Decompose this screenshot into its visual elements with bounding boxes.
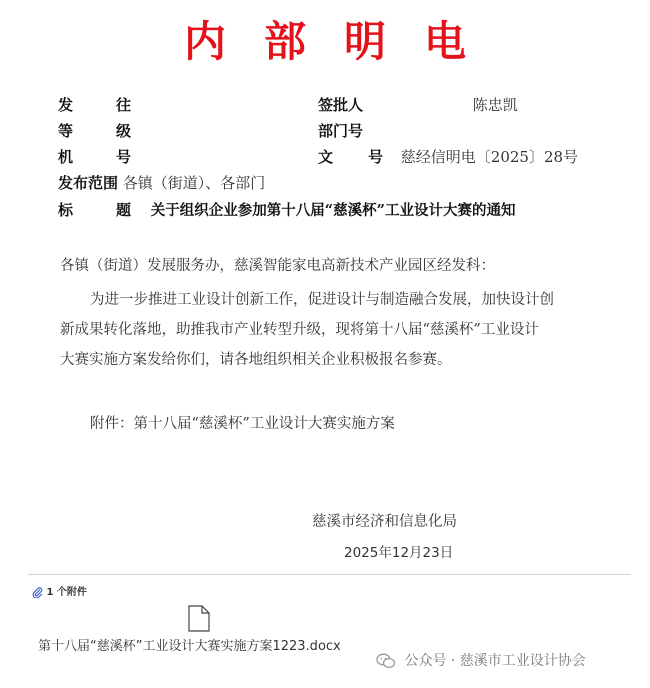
meta-wenhao (318, 144, 578, 170)
footer-text: 公众号 · 慈溪市工业设计协会 (404, 653, 586, 669)
paragraph-line-3: 大赛实施方案发给你们，请各地组织相关企业积极报名参赛。 (60, 352, 452, 368)
meta-ji-hao (58, 144, 145, 170)
paragraph-line-2: 新成果转化落地，助推我市产业转型升级，现将第十八届“慈溪杯”工业设计 (60, 322, 539, 338)
fanwei-value: 各镇（街道）、各部门 (122, 174, 266, 192)
document-file-icon[interactable] (188, 605, 210, 636)
paperclip-icon (32, 587, 46, 598)
attachment-line: 附件：第十八届“慈溪杯”工业设计大赛实施方案 (90, 416, 395, 432)
attachment-file-link[interactable]: 第十八届“慈溪杯”工业设计大赛实施方案1223.docx (38, 639, 341, 654)
biaoti-label: 标 题 (58, 201, 146, 219)
footer-source (376, 650, 586, 670)
salutation: 各镇（街道）发展服务办，慈溪智能家电高新技术产业园区经发科： (60, 258, 495, 274)
attachment-count: 1 个附件 (46, 587, 87, 598)
meta-qianpi (318, 92, 518, 118)
meta-deng-ji (58, 118, 145, 144)
qianpi-label: 签批人 (318, 96, 364, 114)
attachment-divider (28, 574, 631, 575)
wenhao-value: 慈经信明电〔2025〕28号 (400, 148, 579, 166)
fanwei-label: 发布范围 (58, 174, 119, 192)
wenhao-label: 文 号 (318, 148, 394, 166)
bumen-label: 部门号 (318, 122, 364, 140)
wechat-icon (376, 653, 404, 669)
meta-bumen (318, 118, 363, 144)
meta-fanwei (58, 170, 265, 196)
document-title: 内部明电 (183, 17, 504, 66)
qianpi-value: 陈忠凯 (472, 96, 518, 114)
date: 2025年12月23日 (344, 545, 454, 561)
paragraph-line-1: 为进一步推进工业设计创新工作，促进设计与制造融合发展，加快设计创 (90, 292, 554, 308)
signature: 慈溪市经济和信息化局 (312, 514, 457, 530)
biaoti-value: 关于组织企业参加第十八届“慈溪杯”工业设计大赛的通知 (150, 202, 516, 219)
deng-ji-label: 等 级 (58, 122, 146, 140)
ji-hao-label: 机 号 (58, 148, 146, 166)
meta-fa-wang (58, 92, 145, 118)
attachment-header (32, 583, 87, 598)
meta-biaoti (58, 197, 515, 223)
fa-wang-label: 发 往 (58, 96, 146, 114)
